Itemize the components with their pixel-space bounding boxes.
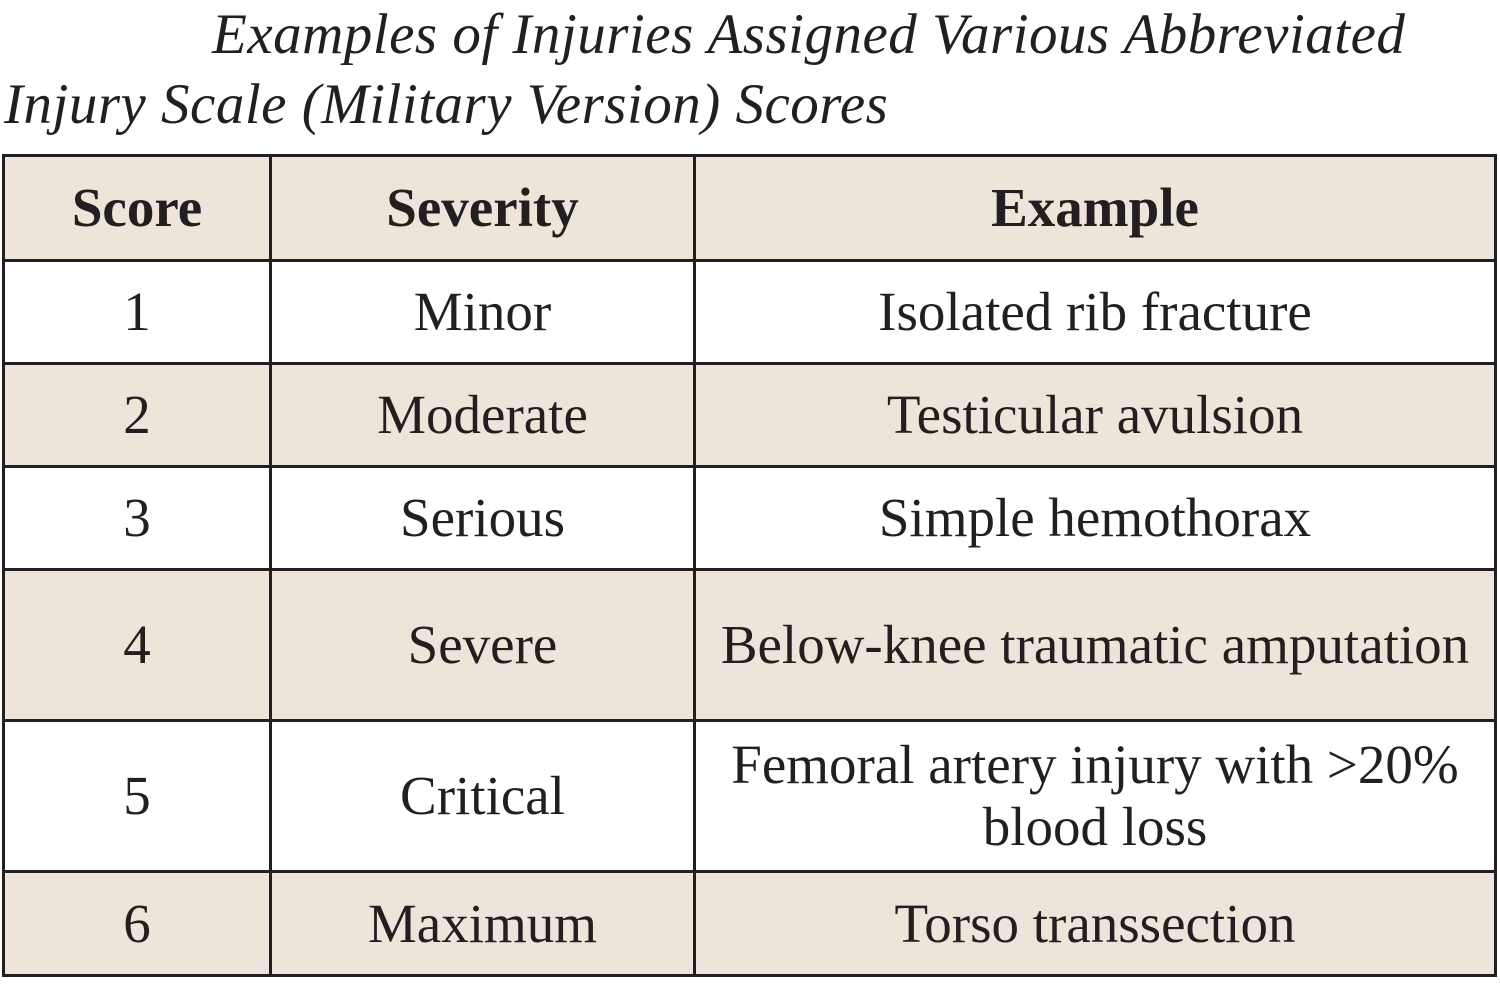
example-cell: Testicular avulsion [695,364,1496,467]
table-title-line-2: Injury Scale (Military Version) Scores [4,73,889,136]
example-cell: Torso transsection [695,872,1496,976]
column-header-score: Score [4,156,271,261]
table-row [4,721,1496,872]
table-row [4,364,1496,467]
table-title-line-1: Examples of Injuries Assigned Various Abbreviated [212,3,1406,66]
column-header-severity: Severity [271,156,695,261]
severity-cell: Serious [271,467,695,570]
table-row [4,261,1496,364]
example-cell: Simple hemothorax [695,467,1496,570]
table-title [4,0,1494,140]
column-header-example: Example [695,156,1496,261]
score-cell: 4 [4,570,271,721]
example-cell: Isolated rib fracture [695,261,1496,364]
score-cell: 5 [4,721,271,872]
example-cell: Below-knee traumatic amputation [695,570,1496,721]
table-row [4,872,1496,976]
table-row [4,570,1496,721]
severity-cell: Maximum [271,872,695,976]
severity-cell: Critical [271,721,695,872]
table-header-row [4,156,1496,261]
example-cell: Femoral artery injury with >20% blood loss [695,721,1496,872]
score-cell: 2 [4,364,271,467]
severity-cell: Minor [271,261,695,364]
score-cell: 1 [4,261,271,364]
abbreviated-injury-scale-table [2,154,1497,977]
table-row [4,467,1496,570]
score-cell: 6 [4,872,271,976]
severity-cell: Moderate [271,364,695,467]
severity-cell: Severe [271,570,695,721]
score-cell: 3 [4,467,271,570]
